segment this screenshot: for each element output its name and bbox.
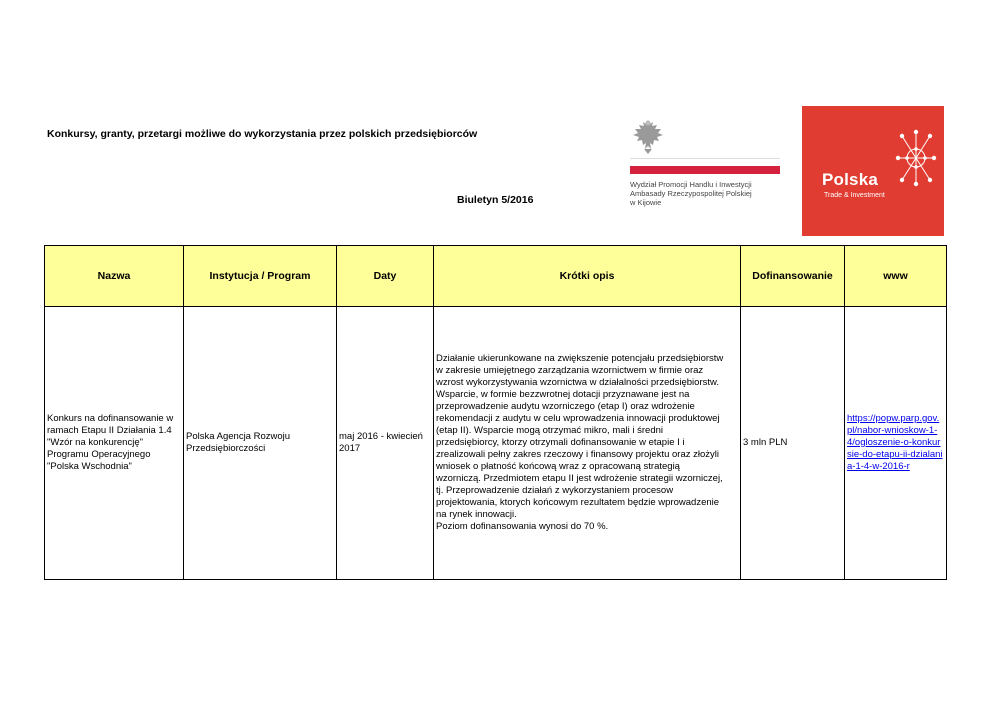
flag-red-stripe — [630, 166, 780, 174]
opis-line: Poziom dofinansowania wynosi do 70 %. — [436, 521, 609, 532]
pti-logo-subtitle: Trade & Investment — [824, 192, 885, 199]
bulletin-number: Biuletyn 5/2016 — [457, 194, 534, 206]
opis-line: przeprowadzenie audytu wzorniczego (etap I) oraz wdrożenie — [436, 401, 695, 412]
embassy-line: Wydział Promocji Handlu i Inwestycji — [630, 180, 752, 189]
column-header-opis: Krótki opis — [434, 246, 741, 307]
cell-dofinansowanie: 3 mln PLN — [741, 307, 845, 580]
opis-line: Działanie ukierunkowane na zwiększenie potencjału przedsiębiorstw — [436, 353, 724, 364]
column-header-instytucja: Instytucja / Program — [184, 246, 337, 307]
grants-table — [44, 245, 947, 580]
embassy-line: w Kijowie — [630, 198, 662, 207]
opis-line: w zakresie umiejętnego zarządzania wzornictwem w firmie oraz — [436, 365, 704, 376]
cell-instytucja: Polska Agencja Rozwoju Przedsiębiorczości — [184, 307, 337, 580]
cell-opis — [434, 307, 741, 580]
embassy-logo — [624, 112, 796, 232]
document-title: Konkursy, granty, przetargi możliwe do wykorzystania przez polskich przedsiębiorców — [47, 128, 478, 140]
column-header-nazwa: Nazwa — [45, 246, 184, 307]
opis-line: przedsiębiorcy, ktorzy otrzymali dofinansowanie w etapie I i — [436, 437, 685, 448]
cell-nazwa: Konkurs na dofinansowanie w ramach Etapu II Działania 1.4 "Wzór na konkurencję" Programu Operacyjnego "Polska Wschodnia" — [45, 307, 184, 580]
embassy-line: Ambasady Rzeczypospolitej Polskiej — [630, 189, 752, 198]
opis-line: wzrost wykorzystywania wzornictwa w działalności przedsiębiorstw. — [436, 377, 719, 388]
opis-line: wniosek o płatność końcową wraz z opracowaną strategią — [436, 461, 680, 472]
opis-line: Wsparcie, w formie bezzwrotnej dotacji przyznawane jest na — [436, 389, 690, 400]
www-link[interactable]: https://popw.parp.gov.pl/nabor-wnioskow-1-4/ogloszenie-o-konkursie-do-etapu-ii-dzialania-1-4-w-2016-r — [847, 413, 943, 472]
opis-line: tj. Przeprowadzenie działań z wykorzystaniem procesow — [436, 485, 674, 496]
column-header-dofinansowanie: Dofinansowanie — [741, 246, 845, 307]
column-header-daty: Daty — [337, 246, 434, 307]
opis-line: zrealizowali pełny zakres rzeczowy i finansowy projektu oraz złożyli — [436, 449, 719, 460]
pti-logo-name: Polska — [822, 170, 879, 189]
table-header-row — [45, 246, 947, 307]
pti-star-icon — [894, 128, 938, 188]
cell-www — [845, 307, 947, 580]
opis-line: wzorniczą. Przedmiotem etapu II jest wdrożenie strategii wzorniczej, — [436, 473, 723, 484]
table-row — [45, 307, 947, 580]
pti-logo — [802, 106, 944, 236]
opis-line: (etap II). Wsparcie mogą otrzymać mikro, mali i średni — [436, 425, 664, 436]
opis-line: rekomendacji z audytu w celu wprowadzenia innowacji produktowej — [436, 413, 720, 424]
polish-eagle-icon — [630, 116, 666, 156]
cell-daty: maj 2016 - kwiecień 2017 — [337, 307, 434, 580]
column-header-www: www — [845, 246, 947, 307]
embassy-logo-text — [630, 180, 795, 207]
opis-line: projektowania, ktorych końcowym rezultatem będzie wprowadzenie — [436, 497, 720, 508]
opis-line: na rynek innowacji. — [436, 509, 517, 520]
